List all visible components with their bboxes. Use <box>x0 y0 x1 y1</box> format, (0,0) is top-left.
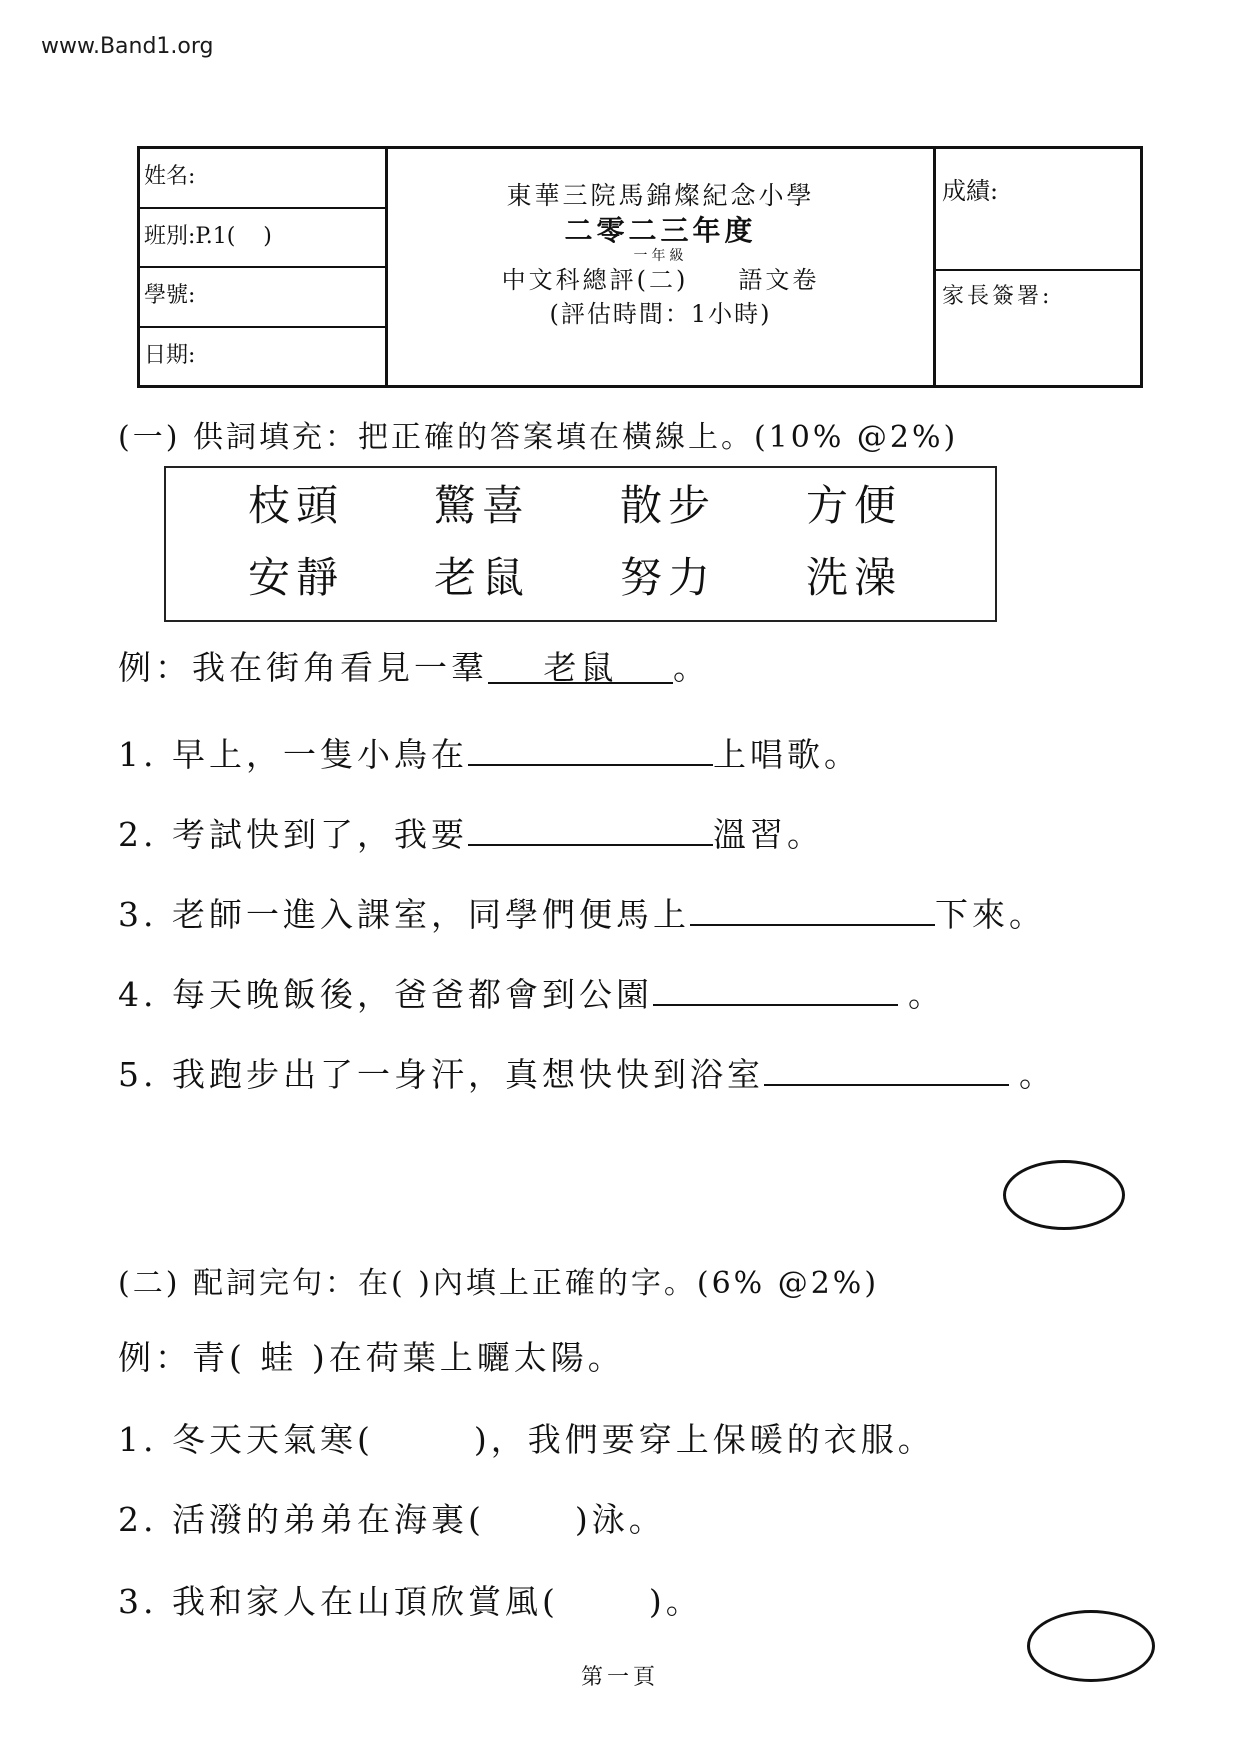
question-text: 4. 每天晚飯後，爸爸都會到公園 <box>118 975 653 1014</box>
example-text: 例：青( <box>118 1338 246 1377</box>
question-suffix: 下來。 <box>934 895 1046 934</box>
word-bank-item: 散步 <box>620 481 717 530</box>
student-number-field: 學號: <box>140 268 385 328</box>
paper-type: 語文卷 <box>738 266 820 294</box>
example-suffix: )在荷葉上曬太陽。 <box>311 1338 625 1377</box>
answer-blank[interactable] <box>468 730 713 766</box>
question-suffix: 上唱歌。 <box>712 735 861 774</box>
score-oval-section1 <box>1003 1160 1125 1230</box>
page-number: 第一頁 <box>580 1665 659 1690</box>
section1-question-2 <box>118 810 824 855</box>
watermark-url: www.Band1.org <box>41 34 214 59</box>
word-bank-item: 方便 <box>806 481 903 530</box>
section2-question-1 <box>118 1420 935 1460</box>
example-suffix: 。 <box>673 648 710 687</box>
word-bank-box <box>164 466 997 622</box>
answer-blank[interactable] <box>690 890 935 926</box>
section1-question-4 <box>118 970 945 1015</box>
student-info-column <box>140 149 388 385</box>
section2-title: (二) 配詞完句：在( )內填上正確的字。(6% @2%) <box>118 1266 880 1301</box>
question-text: 2. 活潑的弟弟在海裏( <box>118 1500 485 1539</box>
grade-level: 一年級 <box>633 248 688 264</box>
section1-title: (一) 供詞填充：把正確的答案填在橫線上。(10% @2%) <box>118 420 959 455</box>
section2-example <box>118 1338 625 1378</box>
parent-signature-field: 家長簽署: <box>942 284 1053 309</box>
example-answer: 蛙 <box>245 1338 312 1377</box>
name-field: 姓名: <box>140 149 385 209</box>
question-suffix: )。 <box>648 1582 703 1621</box>
question-suffix: 溫習。 <box>712 815 824 854</box>
section1-question-3 <box>118 890 1046 935</box>
question-text: 3. 老師一進入課室，同學們便馬上 <box>118 895 690 934</box>
section1-question-1 <box>118 730 861 775</box>
word-bank-item: 老鼠 <box>434 553 531 602</box>
example-text: 例：我在街角看見一羣 <box>118 648 488 687</box>
question-text: 1. 早上，一隻小鳥在 <box>118 735 468 774</box>
word-bank-item: 安靜 <box>248 553 345 602</box>
word-bank-item: 洗澡 <box>806 553 903 602</box>
exam-header-table <box>137 146 1143 388</box>
section1-example <box>118 648 710 688</box>
date-field: 日期: <box>144 342 196 368</box>
academic-year: 二零二三年度 <box>564 214 757 247</box>
word-bank-item: 驚喜 <box>434 481 531 530</box>
score-field: 成績: <box>936 149 1140 271</box>
question-text: 3. 我和家人在山頂欣賞風( <box>118 1582 559 1621</box>
question-text: 5. 我跑步出了一身汗，真想快快到浴室 <box>118 1055 764 1094</box>
question-suffix: 。 <box>907 975 945 1014</box>
exam-duration: (評估時間：1小時) <box>549 300 772 328</box>
example-answer: 老鼠 <box>488 648 673 684</box>
question-text: 1. 冬天天氣寒( <box>118 1420 374 1459</box>
answer-blank[interactable] <box>764 1050 1009 1086</box>
subject-line <box>388 263 933 297</box>
question-suffix: )，我們要穿上保暖的衣服。 <box>473 1420 935 1459</box>
word-bank-grid <box>166 468 995 604</box>
answer-blank[interactable] <box>468 810 713 846</box>
section1-question-5 <box>118 1050 1056 1095</box>
school-name: 東華三院馬錦燦紀念小學 <box>506 181 815 210</box>
grading-column <box>936 149 1140 385</box>
exam-title-block <box>388 149 936 385</box>
question-suffix: 。 <box>1018 1055 1056 1094</box>
section2-question-2 <box>118 1500 666 1540</box>
class-field: 班別:P.1( ) <box>140 209 385 269</box>
subject-title: 中文科總評(二) <box>501 266 689 294</box>
word-bank-item: 努力 <box>620 553 717 602</box>
word-bank-item: 枝頭 <box>248 481 345 530</box>
section2-question-3 <box>118 1582 703 1622</box>
question-text: 2. 考試快到了，我要 <box>118 815 468 854</box>
question-suffix: )泳。 <box>574 1500 666 1539</box>
answer-blank[interactable] <box>653 970 898 1006</box>
